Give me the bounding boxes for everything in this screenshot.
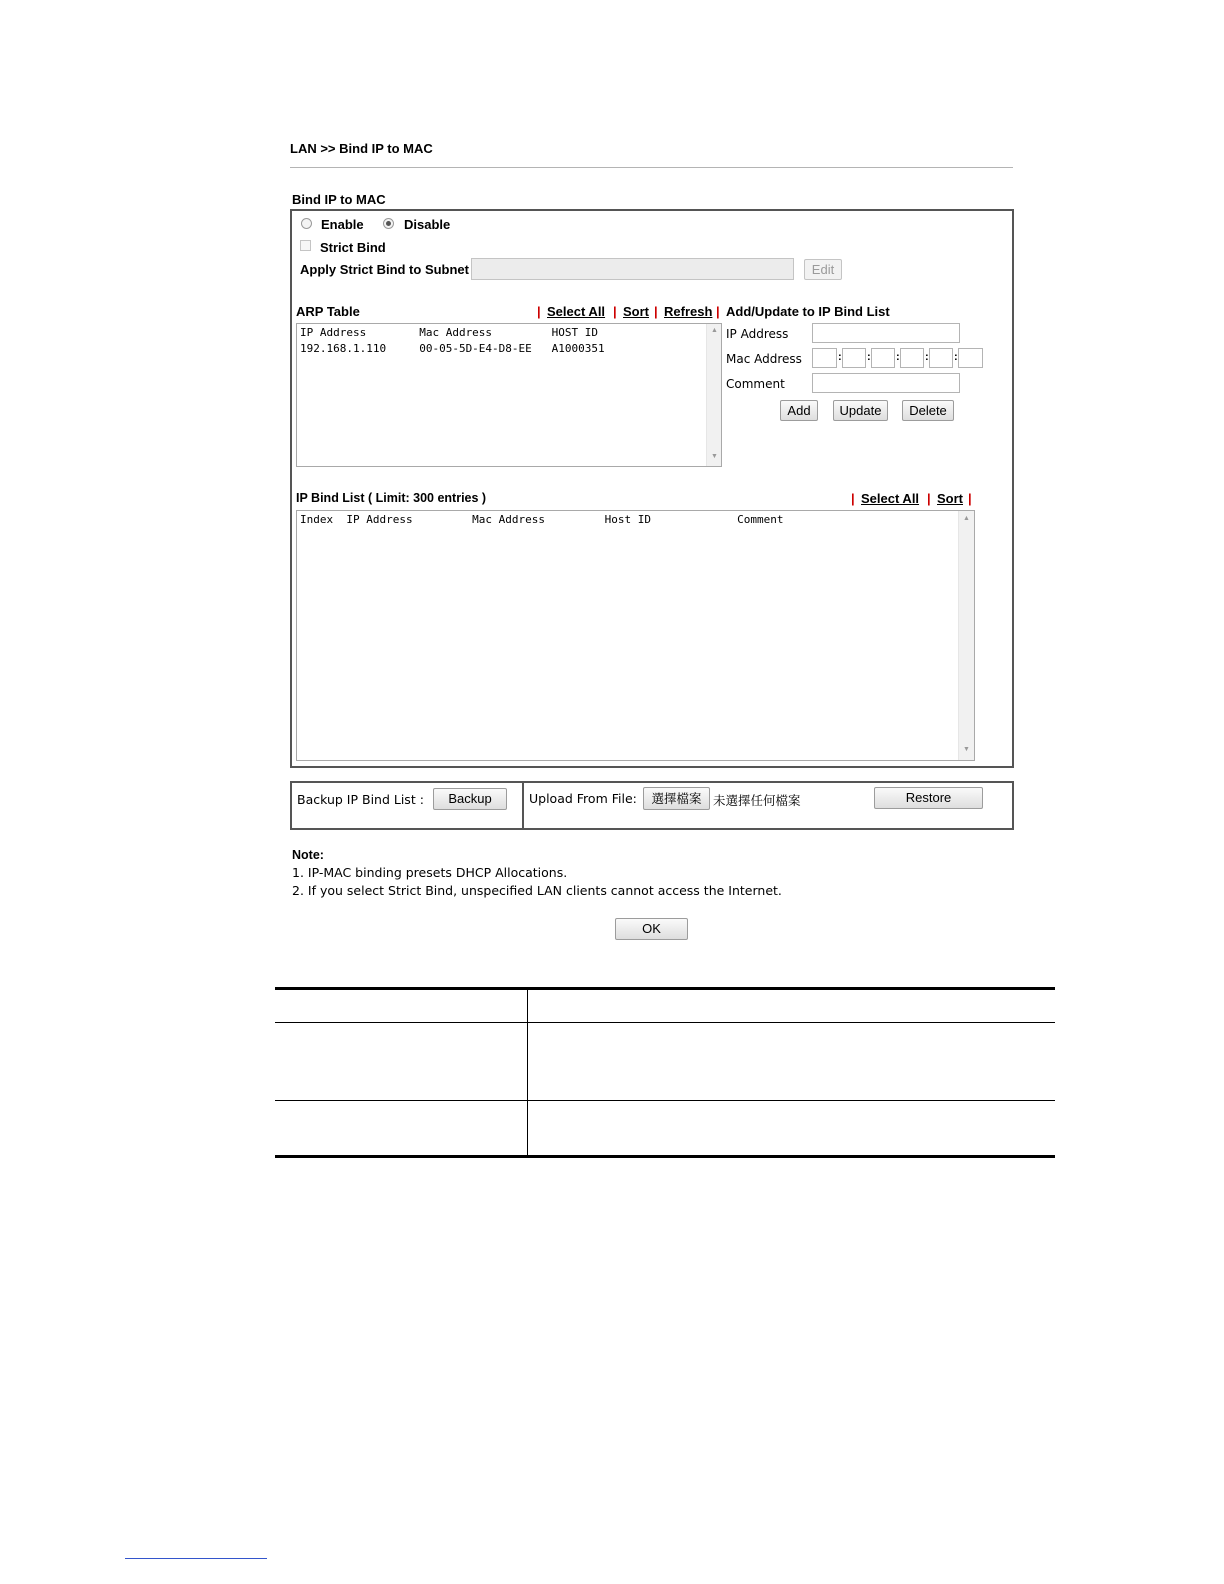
mac-colon: : (838, 351, 842, 363)
no-file-chosen-text: 未選擇任何檔案 (713, 793, 801, 808)
mac-colon: : (925, 351, 929, 363)
table-row-rule (275, 1100, 1055, 1101)
bind-select-all-link[interactable]: Select All (861, 491, 920, 506)
strict-bind-label: Strict Bind (320, 240, 386, 255)
table-row-rule (275, 1022, 1055, 1023)
delete-button[interactable]: Delete (902, 400, 954, 421)
separator: | (716, 304, 720, 319)
mac-colon: : (896, 351, 900, 363)
section-title: Bind IP to MAC (292, 192, 386, 207)
separator: | (613, 304, 617, 319)
add-update-title: Add/Update to IP Bind List (726, 304, 890, 319)
arp-scrollbar[interactable] (706, 324, 722, 466)
separator: | (968, 491, 972, 506)
title-divider (290, 167, 1013, 168)
scroll-down-icon[interactable]: ▼ (711, 453, 718, 460)
arp-sort-link[interactable]: Sort (623, 304, 649, 319)
arp-table-listbox[interactable] (296, 323, 722, 467)
note-title: Note: (292, 848, 324, 862)
table-top-rule (275, 987, 1055, 990)
mac-octet-1-input[interactable] (812, 348, 837, 368)
ok-button[interactable]: OK (615, 918, 688, 940)
mac-octet-3-input[interactable] (871, 348, 895, 368)
update-button[interactable]: Update (833, 400, 888, 421)
scroll-up-icon[interactable]: ▲ (963, 515, 970, 522)
ip-bind-list-listbox[interactable] (296, 510, 975, 761)
arp-table-header: IP Address Mac Address HOST ID (300, 326, 599, 339)
scroll-down-icon[interactable]: ▼ (963, 746, 970, 753)
arp-table-title: ARP Table (296, 304, 360, 319)
separator: | (927, 491, 931, 506)
table-column-rule (527, 990, 528, 1156)
subnet-field[interactable] (471, 258, 794, 280)
comment-label: Comment (726, 377, 785, 391)
mac-colon: : (954, 351, 958, 363)
note-item-2: 2. If you select Strict Bind, unspecified LAN clients cannot access the Internet. (292, 883, 782, 898)
separator: | (851, 491, 855, 506)
ip-bind-list-title: IP Bind List ( Limit: 300 entries ) (296, 491, 487, 505)
comment-input[interactable] (812, 373, 960, 393)
mac-address-label: Mac Address (726, 352, 802, 366)
arp-refresh-link[interactable]: Refresh (664, 304, 713, 319)
separator: | (654, 304, 658, 319)
mac-octet-5-input[interactable] (929, 348, 953, 368)
mac-octet-2-input[interactable] (842, 348, 866, 368)
scroll-up-icon[interactable]: ▲ (711, 327, 718, 334)
mac-colon: : (867, 351, 871, 363)
table-bottom-rule (275, 1155, 1055, 1158)
backup-button[interactable]: Backup (433, 788, 507, 810)
note-item-1: 1. IP-MAC binding presets DHCP Allocations. (292, 865, 568, 880)
footnote-rule (125, 1558, 267, 1559)
restore-button[interactable]: Restore (874, 787, 983, 809)
backup-label: Backup IP Bind List : (297, 792, 424, 807)
backup-divider (522, 781, 524, 830)
disable-radio[interactable] (383, 218, 394, 229)
edit-button[interactable]: Edit (804, 259, 842, 280)
upload-label: Upload From File: (529, 791, 637, 806)
disable-label: Disable (404, 217, 451, 232)
enable-label: Enable (321, 217, 364, 232)
arp-select-all-link[interactable]: Select All (547, 304, 606, 319)
choose-file-button[interactable]: 選擇檔案 (643, 787, 710, 810)
separator: | (537, 304, 541, 319)
mac-octet-4-input[interactable] (900, 348, 924, 368)
mac-octet-6-input[interactable] (958, 348, 983, 368)
apply-subnet-label: Apply Strict Bind to Subnet (300, 262, 469, 277)
ip-bind-list-header: Index IP Address Mac Address Host ID Comment (300, 513, 784, 526)
bind-list-scrollbar[interactable] (958, 511, 975, 760)
page-title: LAN >> Bind IP to MAC (290, 141, 433, 156)
ip-address-label: IP Address (726, 327, 789, 341)
ip-address-input[interactable] (812, 323, 960, 343)
strict-bind-checkbox[interactable] (300, 240, 311, 251)
add-button[interactable]: Add (780, 400, 818, 421)
bind-sort-link[interactable]: Sort (937, 491, 963, 506)
enable-radio[interactable] (301, 218, 312, 229)
arp-table-row[interactable]: 192.168.1.110 00-05-5D-E4-D8-EE A1000351 (300, 342, 605, 355)
